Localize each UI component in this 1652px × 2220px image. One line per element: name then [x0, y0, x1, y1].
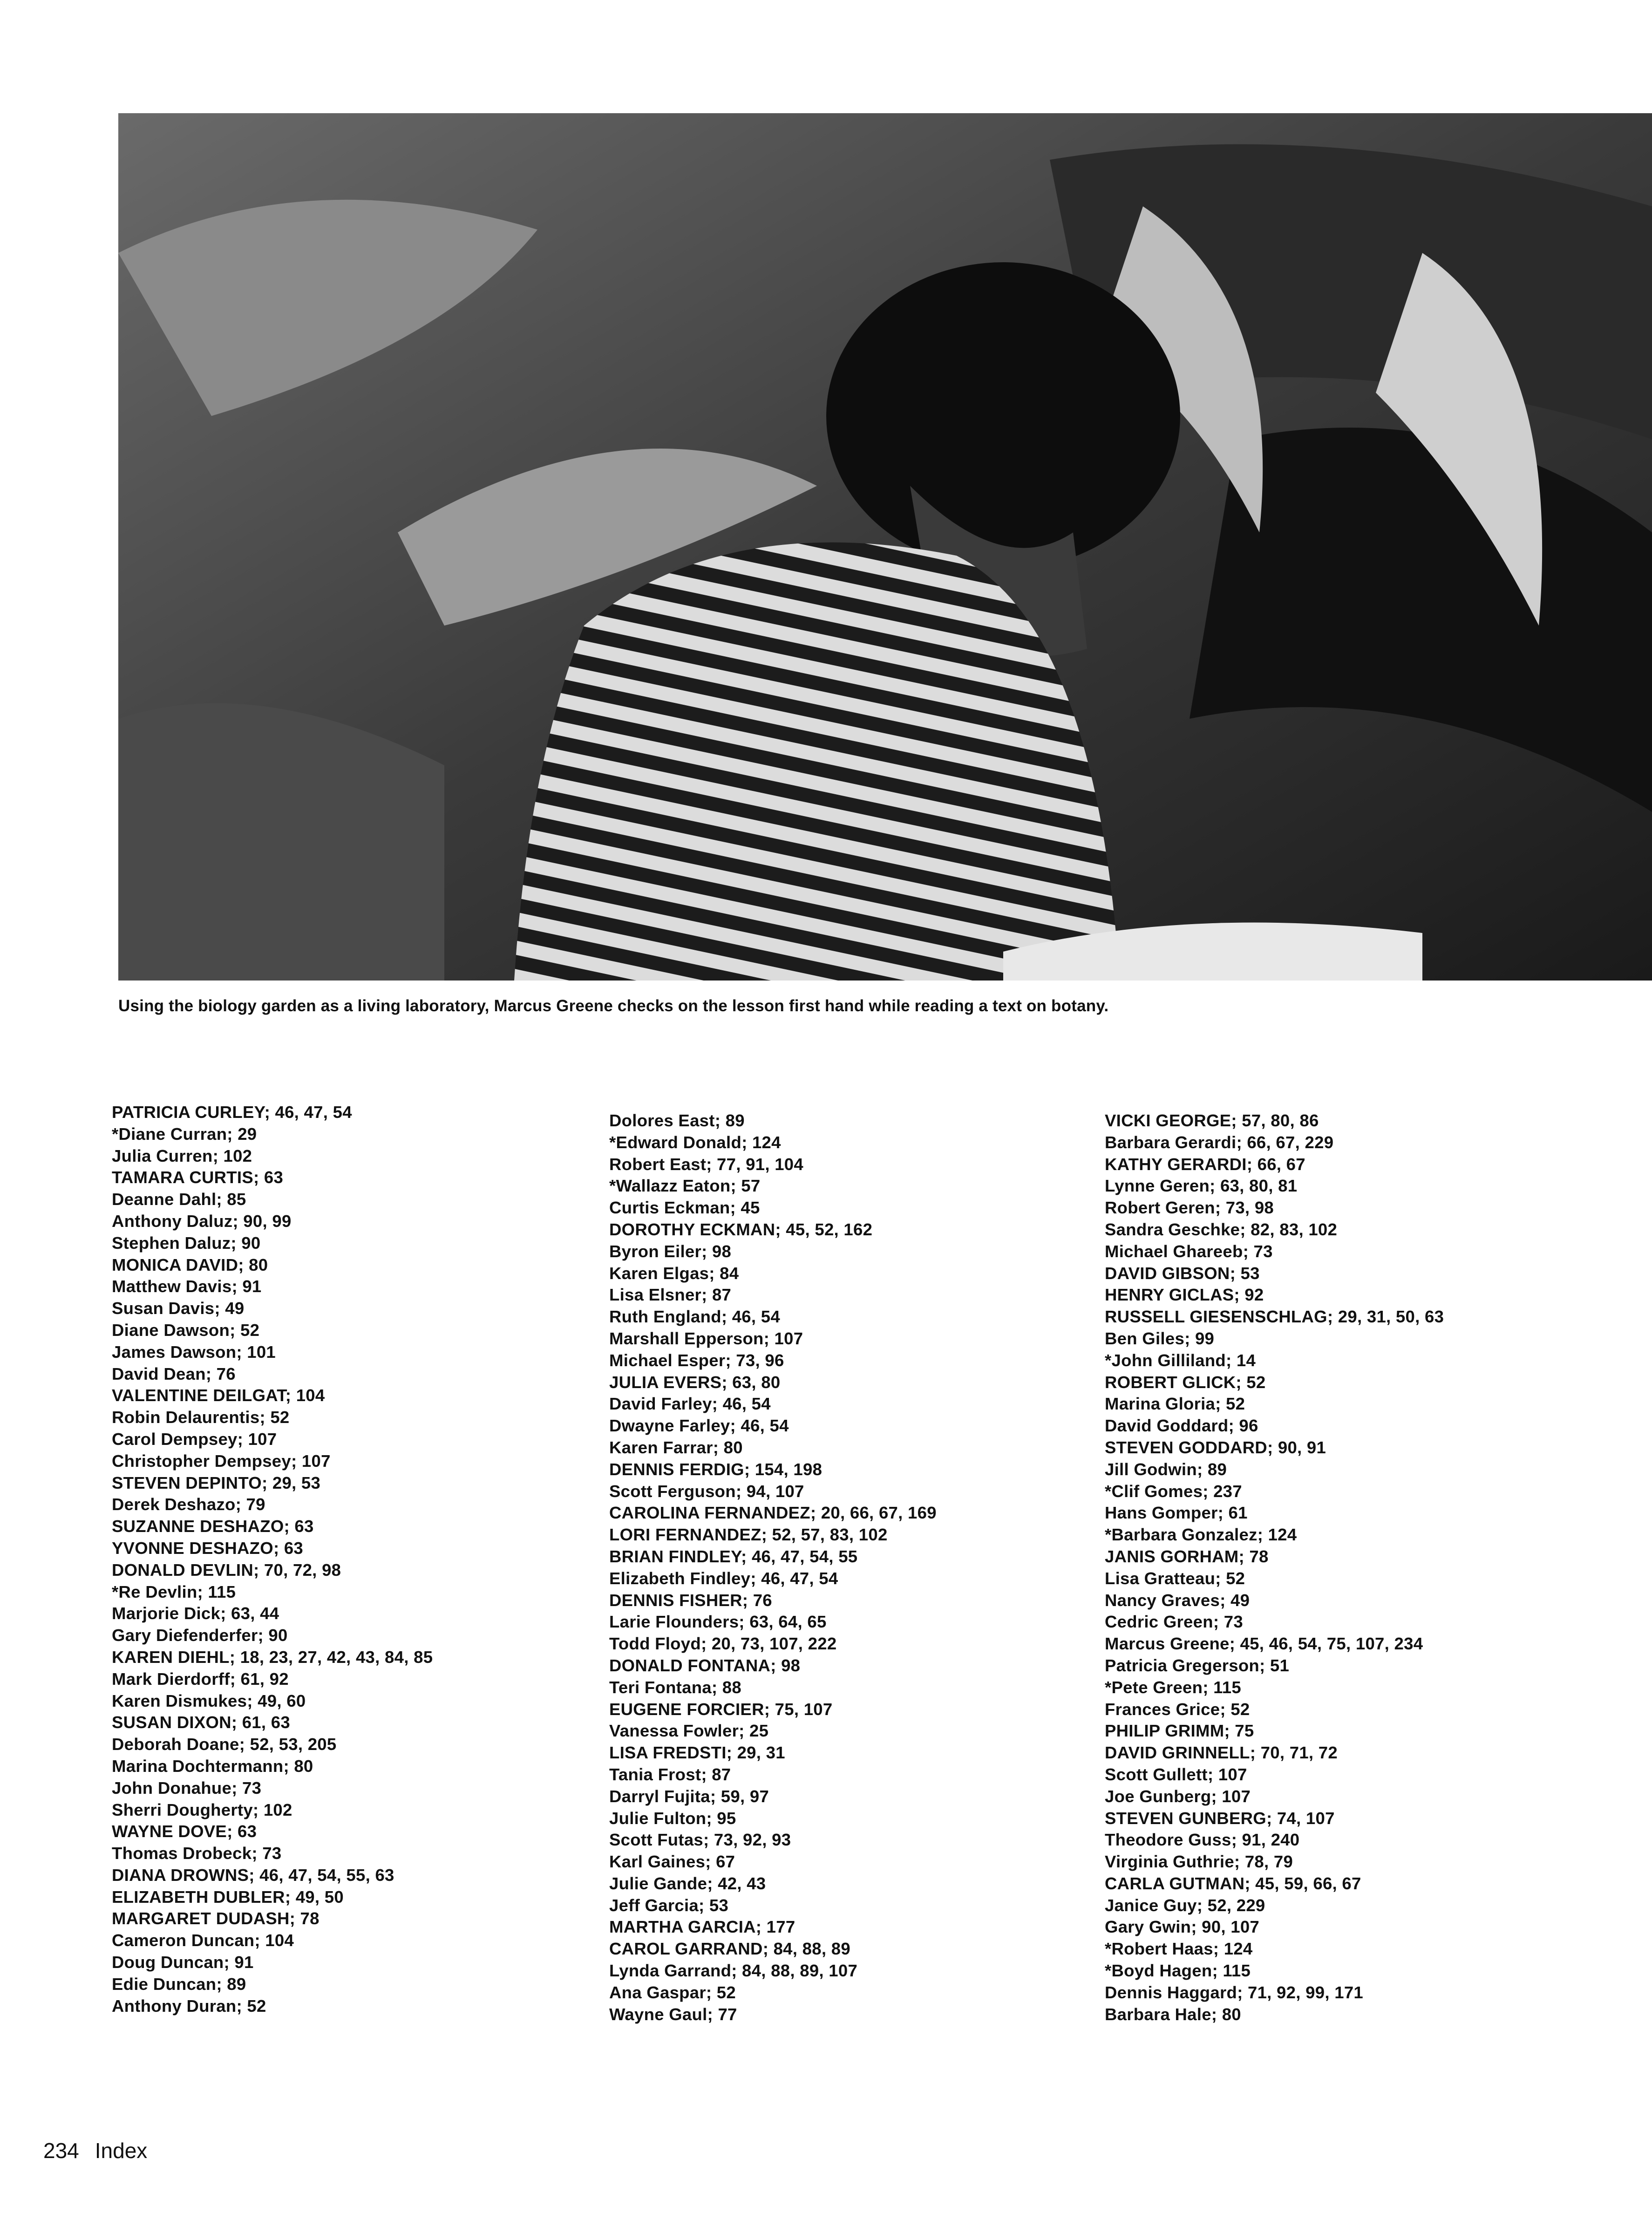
index-entry: Marina Dochtermann; 80 [112, 1756, 313, 1776]
index-entry: Diane Dawson; 52 [112, 1320, 260, 1340]
index-entry: Barbara Gerardi; 66, 67, 229 [1105, 1132, 1334, 1152]
index-entry: Julie Gande; 42, 43 [609, 1873, 766, 1893]
index-entry: *John Gilliland; 14 [1105, 1350, 1256, 1370]
index-entry: VALENTINE DEILGAT; 104 [112, 1386, 325, 1405]
index-entry: *Diane Curran; 29 [112, 1124, 257, 1144]
index-entry: Vanessa Fowler; 25 [609, 1721, 769, 1741]
index-entry: Deborah Doane; 52, 53, 205 [112, 1735, 337, 1754]
index-entry: Ben Giles; 99 [1105, 1328, 1215, 1348]
index-entry: James Dawson; 101 [112, 1342, 276, 1362]
index-entry: John Donahue; 73 [112, 1778, 262, 1798]
index-entry: TAMARA CURTIS; 63 [112, 1168, 284, 1187]
index-entry: Edie Duncan; 89 [112, 1974, 246, 1994]
index-entry: Wayne Gaul; 77 [609, 2004, 737, 2024]
index-entry: Ana Gaspar; 52 [609, 1982, 736, 2002]
index-entry: Karen Dismukes; 49, 60 [112, 1691, 306, 1710]
index-entry: DONALD FONTANA; 98 [609, 1655, 801, 1675]
index-entry: Sherri Dougherty; 102 [112, 1800, 292, 1819]
index-entry: Nancy Graves; 49 [1105, 1590, 1250, 1610]
index-column-2 [609, 1110, 1075, 2025]
index-entry: DAVID GRINNELL; 70, 71, 72 [1105, 1743, 1338, 1763]
index-entry: Patricia Gregerson; 51 [1105, 1655, 1290, 1675]
index-entry: DIANA DROWNS; 46, 47, 54, 55, 63 [112, 1865, 394, 1885]
index-entry: STEVEN GODDARD; 90, 91 [1105, 1437, 1326, 1457]
section-name: Index [95, 2138, 148, 2163]
index-entry: Julie Fulton; 95 [609, 1808, 736, 1828]
index-entry: Matthew Davis; 91 [112, 1277, 262, 1296]
garden-photo [118, 113, 1652, 981]
index-entry: LISA FREDSTI; 29, 31 [609, 1743, 785, 1763]
index-entry: Karen Elgas; 84 [609, 1263, 739, 1283]
index-entry: *Robert Haas; 124 [1105, 1939, 1253, 1959]
index-entry: DENNIS FISHER; 76 [609, 1590, 772, 1610]
index-entry: David Farley; 46, 54 [609, 1394, 771, 1414]
index-entry: CARLA GUTMAN; 45, 59, 66, 67 [1105, 1873, 1361, 1893]
index-entry: Larie Flounders; 63, 64, 65 [609, 1612, 827, 1632]
index-entry: Theodore Guss; 91, 240 [1105, 1830, 1300, 1850]
index-entry: DOROTHY ECKMAN; 45, 52, 162 [609, 1219, 873, 1239]
index-entry: CAROLINA FERNANDEZ; 20, 66, 67, 169 [609, 1503, 937, 1523]
index-entry: Karen Farrar; 80 [609, 1437, 743, 1457]
page-footer [43, 2138, 163, 2163]
index-entry: STEVEN DEPINTO; 29, 53 [112, 1473, 321, 1492]
index-entry: Carol Dempsey; 107 [112, 1429, 277, 1449]
index-entry: MONICA DAVID; 80 [112, 1255, 268, 1274]
index-entry: KATHY GERARDI; 66, 67 [1105, 1154, 1305, 1174]
index-entry: Robert East; 77, 91, 104 [609, 1154, 804, 1174]
index-entry: WAYNE DOVE; 63 [112, 1822, 257, 1841]
index-entry: CAROL GARRAND; 84, 88, 89 [609, 1939, 850, 1959]
index-entry: Thomas Drobeck; 73 [112, 1844, 282, 1863]
index-entry: VICKI GEORGE; 57, 80, 86 [1105, 1111, 1319, 1130]
index-entry: Christopher Dempsey; 107 [112, 1451, 331, 1471]
index-entry: *Wallazz Eaton; 57 [609, 1176, 761, 1196]
index-entry: KAREN DIEHL; 18, 23, 27, 42, 43, 84, 85 [112, 1647, 433, 1667]
index-entry: Dennis Haggard; 71, 92, 99, 171 [1105, 1982, 1364, 2002]
index-entry: Darryl Fujita; 59, 97 [609, 1786, 769, 1806]
index-entry: HENRY GICLAS; 92 [1105, 1285, 1264, 1305]
index-entry: Marcus Greene; 45, 46, 54, 75, 107, 234 [1105, 1634, 1423, 1654]
index-entry: Anthony Daluz; 90, 99 [112, 1211, 292, 1231]
garden-photo-image [118, 113, 1652, 981]
index-entry: *Re Devlin; 115 [112, 1582, 236, 1601]
index-entry: Virginia Guthrie; 78, 79 [1105, 1852, 1293, 1872]
index-entry: YVONNE DESHAZO; 63 [112, 1538, 304, 1558]
index-entry: Janice Guy; 52, 229 [1105, 1895, 1265, 1915]
index-entry: Marjorie Dick; 63, 44 [112, 1604, 279, 1623]
index-entry: Gary Gwin; 90, 107 [1105, 1917, 1260, 1937]
index-entry: Cameron Duncan; 104 [112, 1931, 294, 1950]
index-entry: Barbara Hale; 80 [1105, 2004, 1241, 2024]
index-entry: Michael Esper; 73, 96 [609, 1350, 784, 1370]
index-entry: Karl Gaines; 67 [609, 1852, 735, 1872]
index-entry: JULIA EVERS; 63, 80 [609, 1372, 781, 1392]
index-entry: Dolores East; 89 [609, 1111, 745, 1130]
index-entry: BRIAN FINDLEY; 46, 47, 54, 55 [609, 1546, 858, 1566]
index-entry: Gary Diefenderfer; 90 [112, 1626, 288, 1645]
index-entry: *Clif Gomes; 237 [1105, 1481, 1242, 1501]
index-entry: Curtis Eckman; 45 [609, 1198, 760, 1218]
index-entry: Joe Gunberg; 107 [1105, 1786, 1251, 1806]
index-entry: Sandra Geschke; 82, 83, 102 [1105, 1219, 1338, 1239]
index-entry: MARTHA GARCIA; 177 [609, 1917, 795, 1937]
index-entry: Jill Godwin; 89 [1105, 1459, 1227, 1479]
index-entry: Stephen Daluz; 90 [112, 1233, 261, 1253]
index-entry: MARGARET DUDASH; 78 [112, 1909, 320, 1928]
page-number: 234 [43, 2138, 79, 2163]
index-entry: Anthony Duran; 52 [112, 1996, 266, 2016]
index-entry: Scott Ferguson; 94, 107 [609, 1481, 804, 1501]
index-entry: David Dean; 76 [112, 1364, 236, 1383]
index-entry: Cedric Green; 73 [1105, 1612, 1243, 1632]
index-entry: *Boyd Hagen; 115 [1105, 1961, 1251, 1981]
index-entry: Dwayne Farley; 46, 54 [609, 1416, 789, 1436]
index-entry: Doug Duncan; 91 [112, 1953, 254, 1972]
index-entry: ELIZABETH DUBLER; 49, 50 [112, 1887, 344, 1907]
index-entry: EUGENE FORCIER; 75, 107 [609, 1699, 833, 1719]
index-entry: David Goddard; 96 [1105, 1416, 1258, 1436]
index-entry: PATRICIA CURLEY; 46, 47, 54 [112, 1103, 352, 1122]
index-entry: SUZANNE DESHAZO; 63 [112, 1517, 314, 1536]
index-entry: PHILIP GRIMM; 75 [1105, 1721, 1254, 1741]
index-entry: Teri Fontana; 88 [609, 1677, 742, 1697]
index-entry: Scott Futas; 73, 92, 93 [609, 1830, 791, 1850]
index-entry: Frances Grice; 52 [1105, 1699, 1250, 1719]
index-entry: Byron Eiler; 98 [609, 1241, 732, 1261]
index-entry: Todd Floyd; 20, 73, 107, 222 [609, 1634, 837, 1654]
index-entry: Lisa Gratteau; 52 [1105, 1568, 1245, 1588]
index-entry: *Edward Donald; 124 [609, 1132, 781, 1152]
index-entry: LORI FERNANDEZ; 52, 57, 83, 102 [609, 1525, 888, 1545]
index-entry: Marshall Epperson; 107 [609, 1328, 803, 1348]
index-entry: Marina Gloria; 52 [1105, 1394, 1245, 1414]
index-entry: Susan Davis; 49 [112, 1299, 245, 1318]
index-column-3 [1105, 1110, 1570, 2025]
index-entry: *Pete Green; 115 [1105, 1677, 1241, 1697]
index-entry: SUSAN DIXON; 61, 63 [112, 1713, 290, 1732]
index-entry: *Barbara Gonzalez; 124 [1105, 1525, 1297, 1545]
index-entry: Mark Dierdorff; 61, 92 [112, 1669, 289, 1689]
index-entry: DAVID GIBSON; 53 [1105, 1263, 1260, 1283]
index-entry: Robin Delaurentis; 52 [112, 1408, 290, 1427]
index-entry: Lisa Elsner; 87 [609, 1285, 732, 1305]
index-entry: Derek Deshazo; 79 [112, 1495, 265, 1514]
index-entry: Julia Curren; 102 [112, 1146, 252, 1165]
index-entry: Hans Gomper; 61 [1105, 1503, 1248, 1523]
index-entry: Michael Ghareeb; 73 [1105, 1241, 1273, 1261]
index-entry: Ruth England; 46, 54 [609, 1307, 780, 1327]
index-entry: Elizabeth Findley; 46, 47, 54 [609, 1568, 838, 1588]
index-entry: Lynne Geren; 63, 80, 81 [1105, 1176, 1298, 1196]
index-entry: Deanne Dahl; 85 [112, 1190, 246, 1209]
index-entry: JANIS GORHAM; 78 [1105, 1546, 1269, 1566]
photo-caption: Using the biology garden as a living laboratory, Marcus Greene checks on the lesson first hand while reading a text on botany. [118, 997, 1109, 1015]
index-entry: ROBERT GLICK; 52 [1105, 1372, 1266, 1392]
index-entry: Tania Frost; 87 [609, 1764, 731, 1784]
index-entry: Scott Gullett; 107 [1105, 1764, 1247, 1784]
index-entry: DENNIS FERDIG; 154, 198 [609, 1459, 823, 1479]
index-column-1 [112, 1102, 578, 2017]
index-entry: DONALD DEVLIN; 70, 72, 98 [112, 1560, 341, 1580]
index-entry: RUSSELL GIESENSCHLAG; 29, 31, 50, 63 [1105, 1307, 1444, 1327]
index-entry: Jeff Garcia; 53 [609, 1895, 729, 1915]
index-entry: STEVEN GUNBERG; 74, 107 [1105, 1808, 1335, 1828]
index-entry: Lynda Garrand; 84, 88, 89, 107 [609, 1961, 858, 1981]
index-entry: Robert Geren; 73, 98 [1105, 1198, 1274, 1218]
